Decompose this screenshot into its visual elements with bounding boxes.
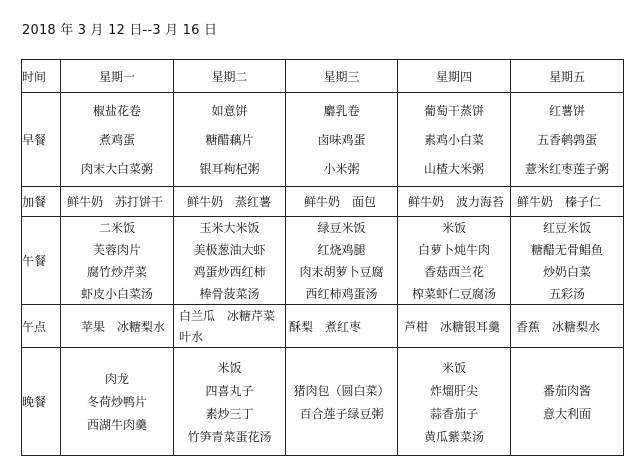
menu-cell-dinner-monday bbox=[61, 348, 174, 456]
dish-item: 番茄肉酱 bbox=[542, 383, 591, 398]
header-friday: 星期五 bbox=[511, 60, 624, 93]
dish-item: 葡萄干蒸饼 bbox=[423, 104, 484, 118]
dish-item: 麝乳卷 bbox=[323, 104, 360, 118]
header-wednesday: 星期三 bbox=[286, 60, 398, 93]
dish-item: 西红柿鸡蛋汤 bbox=[305, 287, 378, 301]
dish-item: 卤味鸡蛋 bbox=[317, 133, 366, 147]
weekly-menu-table bbox=[21, 59, 624, 456]
menu-cell-afternoon-snack-wednesday bbox=[286, 305, 398, 348]
row-label-extra-meal: 加餐 bbox=[22, 187, 61, 217]
row-dinner bbox=[22, 348, 624, 456]
dish-item: 红烧鸡腿 bbox=[317, 243, 366, 257]
menu-cell-breakfast-monday bbox=[61, 93, 174, 187]
dish-item: 西湖牛肉羹 bbox=[86, 418, 147, 432]
dish-item: 酥梨 煮红枣 bbox=[289, 319, 362, 334]
row-lunch bbox=[22, 217, 624, 305]
dish-item: 白萝卜炖牛肉 bbox=[417, 243, 490, 257]
dish-item: 虾皮小白菜汤 bbox=[80, 287, 153, 301]
dish-item: 四喜丸子 bbox=[205, 383, 254, 398]
dish-item: 米饭 bbox=[217, 360, 242, 375]
dish-item: 鸡蛋炒西红柿 bbox=[193, 265, 266, 279]
dish-item: 玉米大米饭 bbox=[199, 221, 260, 235]
row-label-breakfast: 早餐 bbox=[22, 93, 61, 187]
dish-item: 香蕉 冰糖梨水 bbox=[516, 319, 601, 334]
dish-item: 芙蓉肉片 bbox=[92, 243, 141, 257]
menu-cell-dinner-friday bbox=[511, 348, 624, 456]
header-row bbox=[22, 60, 624, 93]
menu-cell-dinner-tuesday bbox=[174, 348, 286, 456]
menu-cell-extra-meal-tuesday bbox=[174, 187, 286, 217]
dish-item: 煮鸡蛋 bbox=[98, 133, 135, 147]
dish-item: 蒜香茄子 bbox=[429, 406, 478, 421]
dish-item: 香菇西兰花 bbox=[423, 265, 484, 279]
dish-item: 肉末大白菜粥 bbox=[80, 162, 153, 176]
menu-cell-lunch-friday bbox=[511, 217, 624, 305]
menu-cell-extra-meal-monday bbox=[61, 187, 174, 217]
menu-cell-lunch-thursday bbox=[398, 217, 511, 305]
menu-cell-lunch-wednesday bbox=[286, 217, 398, 305]
dish-item: 二米饭 bbox=[98, 221, 135, 235]
dish-item: 冬荷炒鸭片 bbox=[86, 395, 147, 409]
dish-item: 意大利面 bbox=[542, 406, 591, 421]
dish-item: 椒盐花卷 bbox=[92, 104, 141, 118]
menu-cell-extra-meal-wednesday bbox=[286, 187, 398, 217]
dish-item: 红豆米饭 bbox=[542, 221, 591, 235]
dish-item: 肉龙 bbox=[104, 372, 129, 386]
header-thursday: 星期四 bbox=[398, 60, 511, 93]
menu-cell-afternoon-snack-monday bbox=[61, 305, 174, 348]
dish-item: 鲜牛奶 苏打饼干 bbox=[67, 195, 164, 209]
menu-cell-lunch-tuesday bbox=[174, 217, 286, 305]
dish-item: 肉末胡萝卜豆腐 bbox=[299, 265, 384, 279]
menu-cell-afternoon-snack-thursday bbox=[398, 305, 511, 348]
dish-item: 鲜牛奶 榛子仁 bbox=[517, 195, 602, 209]
dish-item: 米饭 bbox=[441, 221, 466, 235]
menu-cell-lunch-monday bbox=[61, 217, 174, 305]
row-afternoon-snack bbox=[22, 305, 624, 348]
dish-item: 竹笋青菜蛋花汤 bbox=[187, 429, 272, 444]
dish-item: 苹果 冰糖梨水 bbox=[81, 319, 166, 334]
menu-cell-dinner-wednesday bbox=[286, 348, 398, 456]
row-label-dinner: 晚餐 bbox=[22, 348, 61, 456]
row-breakfast bbox=[22, 93, 624, 187]
dish-item: 糖醋无骨鲳鱼 bbox=[530, 243, 603, 257]
menu-cell-extra-meal-thursday bbox=[398, 187, 511, 217]
dish-item: 叶水 bbox=[179, 330, 204, 344]
menu-cell-dinner-thursday bbox=[398, 348, 511, 456]
header-time: 时间 bbox=[22, 60, 61, 93]
dish-item: 腐竹炒芹菜 bbox=[86, 265, 147, 279]
dish-item: 薏米红枣莲子粥 bbox=[524, 162, 609, 176]
menu-cell-afternoon-snack-friday bbox=[511, 305, 624, 348]
dish-item: 如意饼 bbox=[211, 104, 248, 118]
dish-item: 猪肉包（圆白菜） bbox=[293, 383, 390, 398]
menu-cell-afternoon-snack-tuesday bbox=[174, 305, 286, 348]
dish-item: 鲜牛奶 蒸红薯 bbox=[187, 195, 272, 209]
dish-item: 鲜牛奶 面包 bbox=[304, 195, 377, 209]
dish-item: 红薯饼 bbox=[548, 104, 585, 118]
row-label-lunch: 午餐 bbox=[22, 217, 61, 305]
dish-item: 百合莲子绿豆粥 bbox=[299, 406, 384, 421]
dish-item: 美极葱油大虾 bbox=[193, 243, 266, 257]
dish-item: 小米粥 bbox=[323, 162, 360, 176]
dish-item: 鲜牛奶 波力海苔 bbox=[408, 195, 505, 209]
dish-item: 银耳枸杞粥 bbox=[199, 162, 260, 176]
row-label-afternoon-snack: 午点 bbox=[22, 305, 61, 348]
dish-item: 素鸡小白菜 bbox=[423, 133, 484, 147]
dish-item: 白兰瓜 冰糖芹菜 bbox=[179, 309, 276, 323]
dish-item: 黄瓜紫菜汤 bbox=[423, 429, 484, 444]
dish-item: 山楂大米粥 bbox=[423, 162, 484, 176]
dish-item: 米饭 bbox=[441, 360, 466, 375]
dish-item: 芦柑 冰糖银耳羹 bbox=[404, 319, 501, 334]
dish-item: 五彩汤 bbox=[548, 287, 585, 301]
dish-item: 糖醋藕片 bbox=[205, 133, 254, 147]
menu-date-range: 2018 年 3 月 12 日--3 月 16 日 bbox=[22, 23, 218, 38]
menu-cell-extra-meal-friday bbox=[511, 187, 624, 217]
dish-item: 炸熘肝尖 bbox=[429, 383, 478, 398]
menu-cell-breakfast-thursday bbox=[398, 93, 511, 187]
dish-item: 榨菜虾仁豆腐汤 bbox=[411, 287, 496, 301]
dish-item: 素炒三丁 bbox=[205, 406, 254, 421]
dish-item: 五香鹌鹑蛋 bbox=[536, 133, 597, 147]
header-monday: 星期一 bbox=[61, 60, 174, 93]
menu-cell-breakfast-wednesday bbox=[286, 93, 398, 187]
dish-item: 炒奶白菜 bbox=[542, 265, 591, 279]
header-tuesday: 星期二 bbox=[174, 60, 286, 93]
row-extra-meal bbox=[22, 187, 624, 217]
dish-item: 棒骨菠菜汤 bbox=[199, 287, 260, 301]
menu-cell-breakfast-tuesday bbox=[174, 93, 286, 187]
dish-item: 绿豆米饭 bbox=[317, 221, 366, 235]
menu-cell-breakfast-friday bbox=[511, 93, 624, 187]
